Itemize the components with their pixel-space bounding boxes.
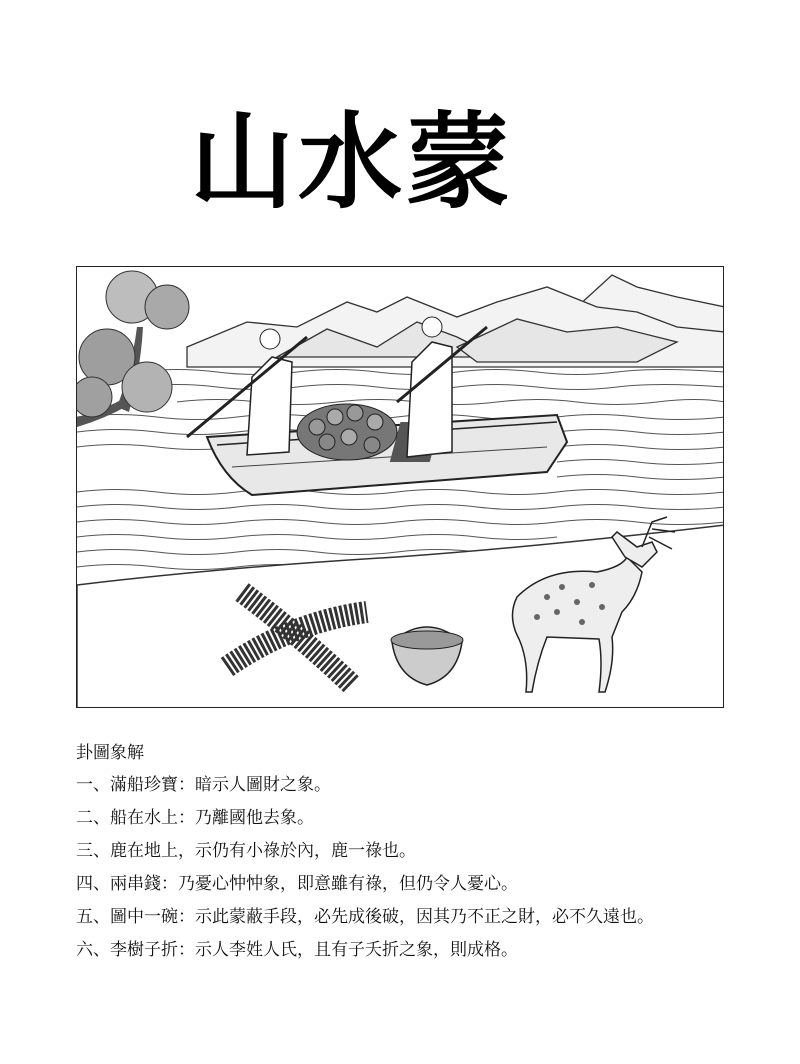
annotation-notes (76, 742, 756, 972)
list-item: 二、船在水上：乃離國他去象。 (76, 808, 314, 828)
list-item: 五、圖中一碗：示此蒙蔽手段，必先成後破，因其乃不正之財，必不久遠也。 (76, 907, 654, 927)
illustration (76, 266, 724, 708)
list-item: 三、鹿在地上，示仍有小祿於內，鹿一祿也。 (76, 841, 416, 861)
list-item: 六、李樹子折：示人李姓人氏，且有子夭折之象，則成格。 (76, 940, 518, 960)
tree-icon (77, 271, 189, 427)
notes-list (76, 774, 756, 961)
list-item: 四、兩串錢：乃憂心忡忡象，即意雖有祿，但仍令人憂心。 (76, 874, 518, 894)
page-title: 山水蒙 (190, 101, 515, 223)
treasure-pile-icon (297, 404, 397, 460)
notes-heading: 卦圖象解 (76, 743, 144, 763)
list-item: 一、滿船珍寶：暗示人圖財之象。 (76, 775, 331, 795)
